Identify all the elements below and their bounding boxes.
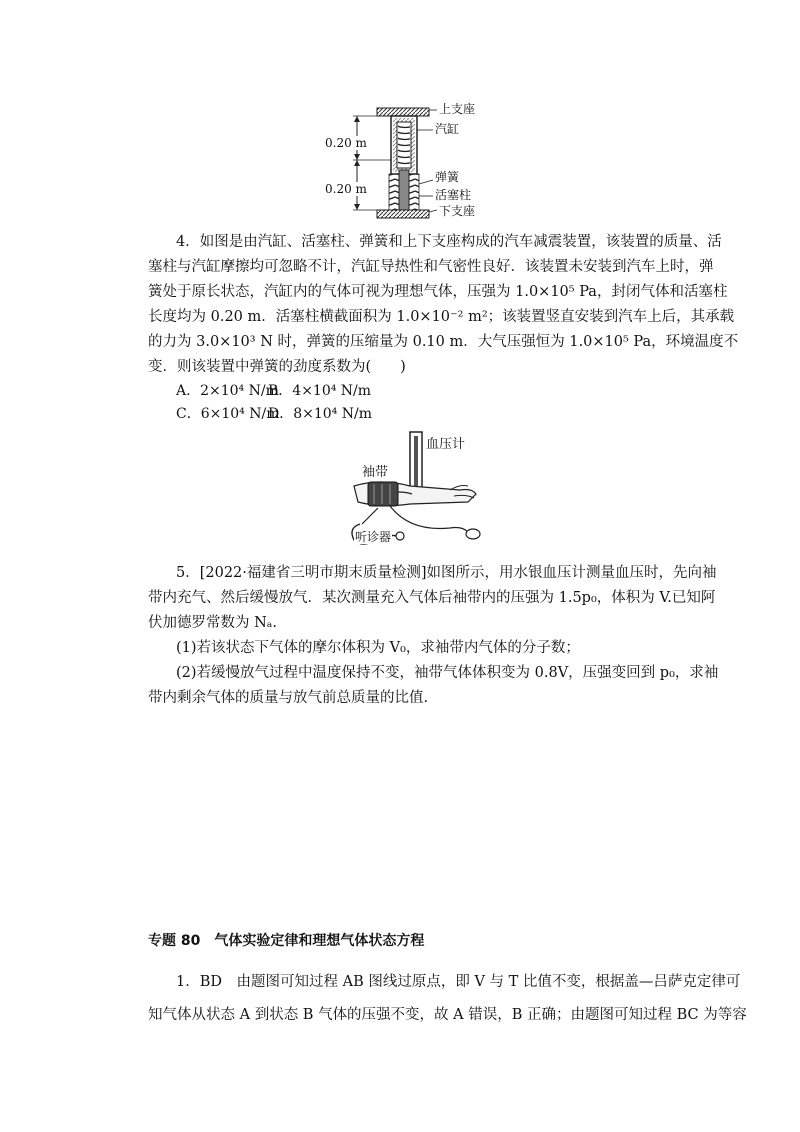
q5-sub-2-line-2: 带内剩余气体的质量与放气前总质量的比值. <box>148 690 429 706</box>
q5-sub-2-line-1: (2)若缓慢放气过程中温度保持不变，袖带气体体积变为 0.8V，压强变回到 p₀，求袖 <box>176 665 719 681</box>
q4-line-3: 簧处于原长状态，汽缸内的气体可视为理想气体，压强为 1.0×10⁵ Pa，封闭气体和活塞柱 <box>148 284 728 300</box>
q4-line-5: 的力为 3.0×10³ N 时，弹簧的压缩量为 0.10 m．大气压强恒为 1.0×10⁵ Pa，环境温度不 <box>148 334 739 350</box>
dim-lower-label: 0.20 m <box>325 182 367 196</box>
gauge-label: 血压计 <box>426 437 466 452</box>
section-title: 专题 80 气体实验定律和理想气体状态方程 <box>148 933 425 949</box>
spring-label: 弹簧 <box>435 170 460 184</box>
q4-line-1: 4．如图是由汽缸、活塞柱、弹簧和上下支座构成的汽车减震装置，该装置的质量、活 <box>176 234 722 250</box>
q4-line-6: 变．则该装置中弹簧的劲度系数为( ) <box>148 359 406 375</box>
dim-upper-label: 0.20 m <box>325 136 367 150</box>
shock-absorber-figure <box>325 100 495 222</box>
q4-line-4: 长度均为 0.20 m．活塞柱横截面积为 1.0×10⁻² m²；该装置竖直安装到汽车上后，其承载 <box>148 309 735 325</box>
top-support-label: 上支座 <box>439 102 476 116</box>
q4-choice-a: A．2×10⁴ N/m <box>176 383 279 399</box>
q5-line-3: 伏加德罗常数为 Nₐ. <box>148 615 277 631</box>
blood-pressure-figure <box>340 428 500 553</box>
q5-line-1: 5．[2022·福建省三明市期末质量检测]如图所示，用水银血压计测量血压时，先向袖 <box>176 565 717 581</box>
answer-line-1: 1．BD 由题图可知过程 AB 图线过原点，即 V 与 T 比值不变，根据盖—吕萨克定律可 <box>176 974 741 990</box>
cylinder-label: 汽缸 <box>435 122 460 136</box>
q4-choice-d: D．8×10⁴ N/m <box>268 406 372 422</box>
q4-line-2: 塞柱与汽缸摩擦均可忽略不计，汽缸导热性和气密性良好．该装置未安装到汽车上时，弹 <box>148 259 714 275</box>
answer-line-2: 知气体从状态 A 到状态 B 气体的压强不变，故 A 错误，B 正确；由题图可知过程 BC 为等容 <box>148 1007 747 1023</box>
q4-choice-b: B．4×10⁴ N/m <box>268 383 372 399</box>
stethoscope-label: 听诊器 <box>355 530 392 544</box>
q5-sub-1: (1)若该状态下气体的摩尔体积为 V₀，求袖带内气体的分子数； <box>176 640 580 656</box>
q5-line-2: 带内充气、然后缓慢放气．某次测量充入气体后袖带内的压强为 1.5p₀，体积为 V.已知阿 <box>148 590 716 606</box>
piston-rod-label: 活塞柱 <box>435 188 472 202</box>
bottom-support-label: 下支座 <box>439 204 476 218</box>
q4-choice-c: C．6×10⁴ N/m <box>176 406 280 422</box>
cuff-label: 袖带 <box>362 465 389 480</box>
